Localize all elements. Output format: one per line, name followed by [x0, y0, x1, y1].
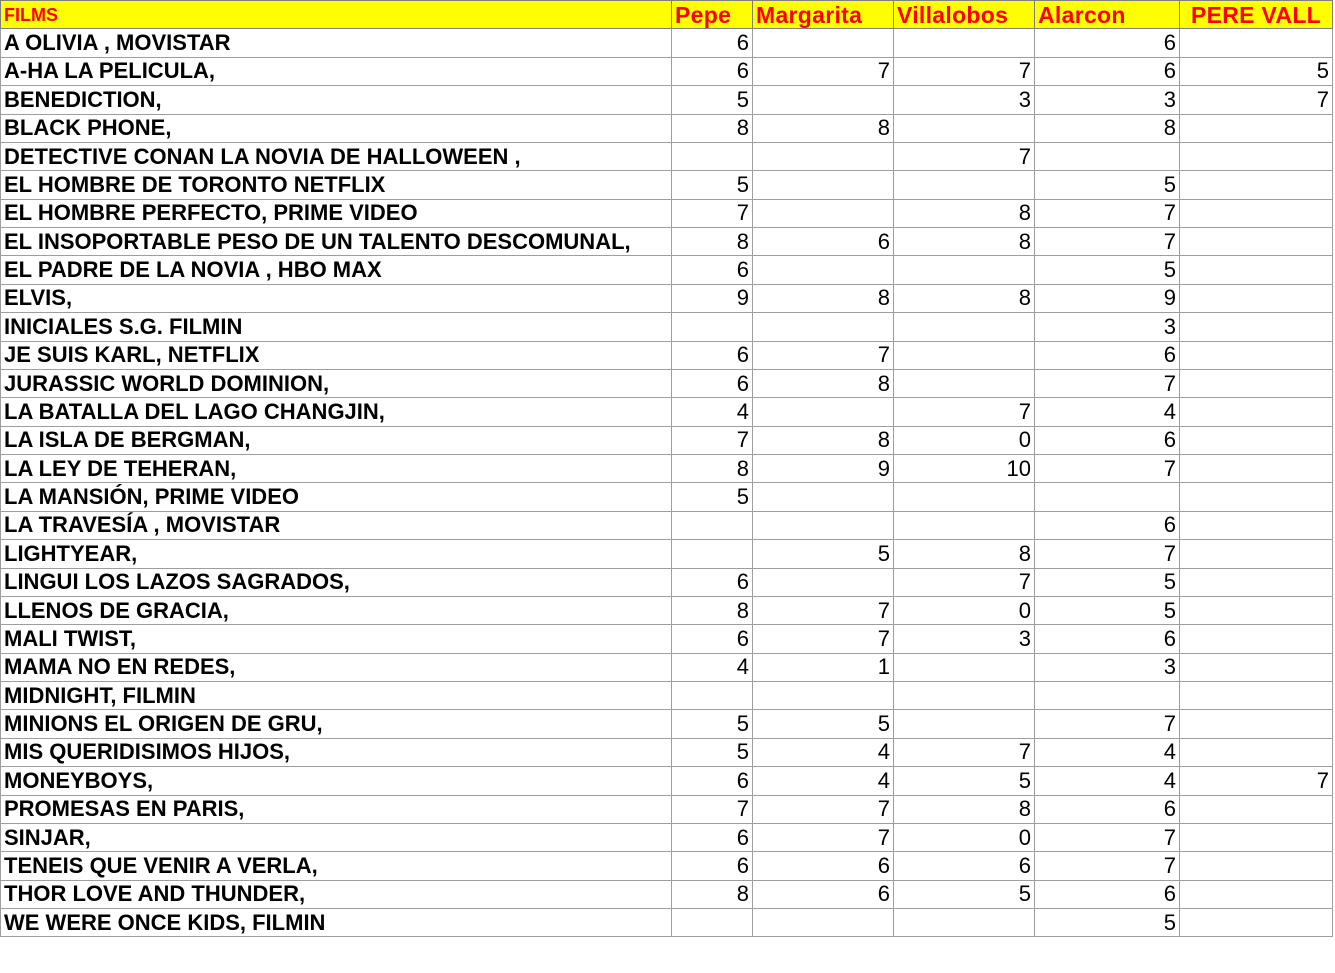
score-cell-alarcon[interactable]: 3	[1035, 86, 1180, 114]
film-title-cell[interactable]: TENEIS QUE VENIR A VERLA,	[1, 852, 672, 880]
film-title-cell[interactable]: BENEDICTION,	[1, 86, 672, 114]
score-cell-alarcon[interactable]: 7	[1035, 823, 1180, 851]
score-cell-alarcon[interactable]: 4	[1035, 738, 1180, 766]
score-cell-alarcon[interactable]: 6	[1035, 426, 1180, 454]
score-cell-pepe[interactable]	[672, 540, 753, 568]
score-cell-pepe[interactable]: 6	[672, 823, 753, 851]
score-cell-villalobos[interactable]	[894, 483, 1035, 511]
score-cell-villalobos[interactable]	[894, 511, 1035, 539]
score-cell-pepe[interactable]: 8	[672, 596, 753, 624]
score-cell-pere-vall[interactable]	[1180, 29, 1333, 57]
score-cell-alarcon[interactable]: 6	[1035, 511, 1180, 539]
film-title-cell[interactable]: MONEYBOYS,	[1, 767, 672, 795]
score-cell-pepe[interactable]: 5	[672, 483, 753, 511]
score-cell-pepe[interactable]: 5	[672, 86, 753, 114]
score-cell-villalobos[interactable]: 8	[894, 795, 1035, 823]
score-cell-pere-vall[interactable]	[1180, 284, 1333, 312]
score-cell-margarita[interactable]	[753, 86, 894, 114]
score-cell-margarita[interactable]: 8	[753, 369, 894, 397]
film-title-cell[interactable]: LA LEY DE TEHERAN,	[1, 455, 672, 483]
score-cell-villalobos[interactable]: 10	[894, 455, 1035, 483]
film-title-cell[interactable]: MALI TWIST,	[1, 625, 672, 653]
film-title-cell[interactable]: LA TRAVESÍA , MOVISTAR	[1, 511, 672, 539]
score-cell-villalobos[interactable]	[894, 256, 1035, 284]
score-cell-pere-vall[interactable]	[1180, 228, 1333, 256]
score-cell-pere-vall[interactable]	[1180, 909, 1333, 937]
score-cell-villalobos[interactable]: 8	[894, 199, 1035, 227]
header-pepe[interactable]: Pepe	[672, 1, 753, 29]
score-cell-pere-vall[interactable]	[1180, 256, 1333, 284]
score-cell-alarcon[interactable]: 7	[1035, 369, 1180, 397]
score-cell-pere-vall[interactable]	[1180, 341, 1333, 369]
score-cell-margarita[interactable]: 6	[753, 880, 894, 908]
score-cell-alarcon[interactable]: 6	[1035, 57, 1180, 85]
score-cell-margarita[interactable]	[753, 256, 894, 284]
table-row	[1, 710, 1333, 738]
film-title-cell[interactable]: EL HOMBRE PERFECTO, PRIME VIDEO	[1, 199, 672, 227]
film-title-cell[interactable]: LA MANSIÓN, PRIME VIDEO	[1, 483, 672, 511]
score-cell-margarita[interactable]: 7	[753, 823, 894, 851]
score-cell-alarcon[interactable]: 6	[1035, 795, 1180, 823]
score-cell-margarita[interactable]: 4	[753, 767, 894, 795]
table-row	[1, 228, 1333, 256]
score-cell-pere-vall[interactable]	[1180, 171, 1333, 199]
film-title-cell[interactable]: INICIALES S.G. FILMIN	[1, 313, 672, 341]
score-cell-margarita[interactable]: 7	[753, 341, 894, 369]
score-cell-pepe[interactable]: 6	[672, 57, 753, 85]
score-cell-pere-vall[interactable]	[1180, 540, 1333, 568]
score-cell-pere-vall[interactable]	[1180, 142, 1333, 170]
score-cell-margarita[interactable]	[753, 29, 894, 57]
score-cell-pere-vall[interactable]: 7	[1180, 86, 1333, 114]
score-cell-pere-vall[interactable]	[1180, 369, 1333, 397]
score-cell-villalobos[interactable]	[894, 909, 1035, 937]
score-cell-villalobos[interactable]: 8	[894, 540, 1035, 568]
score-cell-pere-vall[interactable]: 7	[1180, 767, 1333, 795]
table-row	[1, 29, 1333, 57]
table-row	[1, 795, 1333, 823]
score-cell-villalobos[interactable]	[894, 653, 1035, 681]
score-cell-margarita[interactable]: 8	[753, 284, 894, 312]
score-cell-alarcon[interactable]: 6	[1035, 29, 1180, 57]
score-cell-alarcon[interactable]: 9	[1035, 284, 1180, 312]
score-cell-villalobos[interactable]	[894, 171, 1035, 199]
table-row	[1, 596, 1333, 624]
score-cell-pere-vall[interactable]	[1180, 710, 1333, 738]
score-cell-pepe[interactable]: 4	[672, 398, 753, 426]
score-cell-margarita[interactable]: 7	[753, 57, 894, 85]
table-row	[1, 738, 1333, 766]
score-cell-margarita[interactable]: 9	[753, 455, 894, 483]
film-title-cell[interactable]: EL INSOPORTABLE PESO DE UN TALENTO DESCOMUNAL,	[1, 228, 672, 256]
score-cell-pepe[interactable]: 5	[672, 710, 753, 738]
table-row	[1, 284, 1333, 312]
score-cell-pepe[interactable]: 8	[672, 880, 753, 908]
score-cell-pere-vall[interactable]	[1180, 880, 1333, 908]
film-title-cell[interactable]: PROMESAS EN PARIS,	[1, 795, 672, 823]
score-cell-alarcon[interactable]: 5	[1035, 171, 1180, 199]
score-cell-pere-vall[interactable]	[1180, 483, 1333, 511]
score-cell-pepe[interactable]: 8	[672, 455, 753, 483]
film-title-cell[interactable]: LIGHTYEAR,	[1, 540, 672, 568]
score-cell-villalobos[interactable]	[894, 29, 1035, 57]
score-cell-margarita[interactable]: 5	[753, 710, 894, 738]
score-cell-alarcon[interactable]: 7	[1035, 455, 1180, 483]
film-title-cell[interactable]: MIDNIGHT, FILMIN	[1, 682, 672, 710]
score-cell-pepe[interactable]: 6	[672, 369, 753, 397]
header-alarcon[interactable]: Alarcon	[1035, 1, 1180, 29]
table-row	[1, 909, 1333, 937]
score-cell-margarita[interactable]	[753, 398, 894, 426]
film-title-cell[interactable]: EL HOMBRE DE TORONTO NETFLIX	[1, 171, 672, 199]
score-cell-pere-vall[interactable]	[1180, 199, 1333, 227]
score-cell-alarcon[interactable]: 7	[1035, 228, 1180, 256]
score-cell-villalobos[interactable]	[894, 710, 1035, 738]
score-cell-alarcon[interactable]: 7	[1035, 199, 1180, 227]
score-cell-alarcon[interactable]	[1035, 682, 1180, 710]
score-cell-pepe[interactable]: 7	[672, 795, 753, 823]
score-cell-pere-vall[interactable]	[1180, 398, 1333, 426]
score-cell-villalobos[interactable]: 7	[894, 142, 1035, 170]
score-cell-pepe[interactable]: 7	[672, 199, 753, 227]
score-cell-margarita[interactable]: 6	[753, 228, 894, 256]
table-row	[1, 114, 1333, 142]
header-pere-vall[interactable]: PERE VALL	[1180, 1, 1333, 29]
film-title-cell[interactable]: MAMA NO EN REDES,	[1, 653, 672, 681]
score-cell-villalobos[interactable]: 8	[894, 228, 1035, 256]
film-title-cell[interactable]: WE WERE ONCE KIDS, FILMIN	[1, 909, 672, 937]
score-cell-villalobos[interactable]: 5	[894, 767, 1035, 795]
score-cell-alarcon[interactable]: 3	[1035, 653, 1180, 681]
table-row	[1, 171, 1333, 199]
score-cell-alarcon[interactable]: 7	[1035, 540, 1180, 568]
film-title-cell[interactable]: LA ISLA DE BERGMAN,	[1, 426, 672, 454]
table-row	[1, 369, 1333, 397]
score-cell-margarita[interactable]: 7	[753, 795, 894, 823]
score-cell-margarita[interactable]	[753, 568, 894, 596]
film-title-cell[interactable]: EL PADRE DE LA NOVIA , HBO MAX	[1, 256, 672, 284]
score-cell-pepe[interactable]: 6	[672, 625, 753, 653]
score-cell-margarita[interactable]: 7	[753, 625, 894, 653]
score-cell-pere-vall[interactable]	[1180, 511, 1333, 539]
score-cell-margarita[interactable]	[753, 142, 894, 170]
table-row	[1, 653, 1333, 681]
film-title-cell[interactable]: BLACK PHONE,	[1, 114, 672, 142]
score-cell-villalobos[interactable]: 7	[894, 738, 1035, 766]
score-cell-margarita[interactable]: 6	[753, 852, 894, 880]
score-cell-pepe[interactable]: 6	[672, 29, 753, 57]
film-title-cell[interactable]: DETECTIVE CONAN LA NOVIA DE HALLOWEEN ,	[1, 142, 672, 170]
score-cell-pepe[interactable]	[672, 313, 753, 341]
score-cell-alarcon[interactable]	[1035, 142, 1180, 170]
score-cell-pepe[interactable]: 4	[672, 653, 753, 681]
score-cell-alarcon[interactable]: 5	[1035, 256, 1180, 284]
score-cell-villalobos[interactable]: 3	[894, 86, 1035, 114]
table-row	[1, 625, 1333, 653]
score-cell-margarita[interactable]: 1	[753, 653, 894, 681]
table-row	[1, 852, 1333, 880]
table-row	[1, 86, 1333, 114]
score-cell-margarita[interactable]	[753, 313, 894, 341]
table-row	[1, 823, 1333, 851]
score-cell-pepe[interactable]	[672, 142, 753, 170]
film-title-cell[interactable]: LLENOS DE GRACIA,	[1, 596, 672, 624]
score-cell-alarcon[interactable]: 5	[1035, 596, 1180, 624]
score-cell-pere-vall[interactable]	[1180, 114, 1333, 142]
score-cell-villalobos[interactable]	[894, 313, 1035, 341]
film-title-cell[interactable]: JE SUIS KARL, NETFLIX	[1, 341, 672, 369]
score-cell-alarcon[interactable]: 6	[1035, 625, 1180, 653]
score-cell-alarcon[interactable]: 4	[1035, 767, 1180, 795]
score-cell-margarita[interactable]: 8	[753, 426, 894, 454]
score-cell-pepe[interactable]: 6	[672, 568, 753, 596]
table-row	[1, 483, 1333, 511]
score-cell-alarcon[interactable]: 5	[1035, 568, 1180, 596]
score-cell-villalobos[interactable]	[894, 341, 1035, 369]
score-cell-villalobos[interactable]: 0	[894, 426, 1035, 454]
score-cell-pepe[interactable]: 6	[672, 767, 753, 795]
score-cell-pepe[interactable]	[672, 511, 753, 539]
header-villalobos[interactable]: Villalobos	[894, 1, 1035, 29]
score-cell-villalobos[interactable]: 8	[894, 284, 1035, 312]
score-cell-villalobos[interactable]: 0	[894, 823, 1035, 851]
score-cell-pepe[interactable]: 9	[672, 284, 753, 312]
score-cell-pepe[interactable]: 6	[672, 852, 753, 880]
score-cell-pepe[interactable]: 7	[672, 426, 753, 454]
score-cell-villalobos[interactable]: 7	[894, 398, 1035, 426]
table-row	[1, 256, 1333, 284]
score-cell-villalobos[interactable]: 0	[894, 596, 1035, 624]
table-row	[1, 313, 1333, 341]
film-title-cell[interactable]: THOR LOVE AND THUNDER,	[1, 880, 672, 908]
score-cell-pepe[interactable]	[672, 682, 753, 710]
score-cell-pere-vall[interactable]	[1180, 795, 1333, 823]
table-row	[1, 142, 1333, 170]
film-rows	[1, 29, 1333, 937]
header-margarita[interactable]: Margarita	[753, 1, 894, 29]
score-cell-margarita[interactable]	[753, 171, 894, 199]
score-cell-margarita[interactable]: 5	[753, 540, 894, 568]
score-cell-villalobos[interactable]: 7	[894, 568, 1035, 596]
score-cell-margarita[interactable]: 7	[753, 596, 894, 624]
header-row	[1, 1, 1333, 29]
score-cell-margarita[interactable]: 8	[753, 114, 894, 142]
score-cell-alarcon[interactable]: 7	[1035, 710, 1180, 738]
table-row	[1, 568, 1333, 596]
film-title-cell[interactable]: MINIONS EL ORIGEN DE GRU,	[1, 710, 672, 738]
score-cell-margarita[interactable]	[753, 511, 894, 539]
score-cell-alarcon[interactable]: 4	[1035, 398, 1180, 426]
score-cell-villalobos[interactable]	[894, 114, 1035, 142]
score-cell-margarita[interactable]	[753, 909, 894, 937]
score-cell-villalobos[interactable]: 7	[894, 57, 1035, 85]
score-cell-pere-vall[interactable]	[1180, 568, 1333, 596]
score-cell-alarcon[interactable]	[1035, 483, 1180, 511]
table-row	[1, 540, 1333, 568]
score-cell-margarita[interactable]	[753, 199, 894, 227]
film-title-cell[interactable]: JURASSIC WORLD DOMINION,	[1, 369, 672, 397]
score-cell-alarcon[interactable]: 6	[1035, 341, 1180, 369]
table-row	[1, 57, 1333, 85]
score-cell-pepe[interactable]: 6	[672, 256, 753, 284]
score-cell-pere-vall[interactable]	[1180, 596, 1333, 624]
score-cell-pere-vall[interactable]	[1180, 823, 1333, 851]
score-cell-villalobos[interactable]	[894, 369, 1035, 397]
table-row	[1, 199, 1333, 227]
score-cell-villalobos[interactable]: 6	[894, 852, 1035, 880]
film-title-cell[interactable]: LINGUI LOS LAZOS SAGRADOS,	[1, 568, 672, 596]
score-cell-pere-vall[interactable]	[1180, 625, 1333, 653]
score-cell-margarita[interactable]	[753, 682, 894, 710]
score-cell-alarcon[interactable]: 3	[1035, 313, 1180, 341]
score-cell-villalobos[interactable]	[894, 682, 1035, 710]
score-cell-pere-vall[interactable]	[1180, 455, 1333, 483]
film-title-cell[interactable]: MIS QUERIDISIMOS HIJOS,	[1, 738, 672, 766]
score-cell-pere-vall[interactable]: 5	[1180, 57, 1333, 85]
score-cell-alarcon[interactable]: 7	[1035, 852, 1180, 880]
film-title-cell[interactable]: A-HA LA PELICULA,	[1, 57, 672, 85]
score-cell-pepe[interactable]: 5	[672, 171, 753, 199]
score-cell-pepe[interactable]: 8	[672, 228, 753, 256]
score-cell-pepe[interactable]: 8	[672, 114, 753, 142]
header-films[interactable]: FILMS	[1, 1, 672, 29]
table-row	[1, 455, 1333, 483]
table-row	[1, 767, 1333, 795]
table-row	[1, 341, 1333, 369]
score-cell-alarcon[interactable]: 5	[1035, 909, 1180, 937]
score-cell-alarcon[interactable]: 6	[1035, 880, 1180, 908]
score-cell-pere-vall[interactable]	[1180, 653, 1333, 681]
film-title-cell[interactable]: ELVIS,	[1, 284, 672, 312]
table-row	[1, 682, 1333, 710]
score-cell-pepe[interactable]: 5	[672, 738, 753, 766]
score-cell-villalobos[interactable]: 3	[894, 625, 1035, 653]
score-cell-alarcon[interactable]: 8	[1035, 114, 1180, 142]
score-cell-villalobos[interactable]: 5	[894, 880, 1035, 908]
table-row	[1, 880, 1333, 908]
score-cell-pepe[interactable]	[672, 909, 753, 937]
film-title-cell[interactable]: SINJAR,	[1, 823, 672, 851]
score-cell-pere-vall[interactable]	[1180, 426, 1333, 454]
score-cell-pere-vall[interactable]	[1180, 682, 1333, 710]
table-row	[1, 511, 1333, 539]
film-title-cell[interactable]: LA BATALLA DEL LAGO CHANGJIN,	[1, 398, 672, 426]
score-cell-pere-vall[interactable]	[1180, 313, 1333, 341]
score-cell-pere-vall[interactable]	[1180, 852, 1333, 880]
score-cell-margarita[interactable]: 4	[753, 738, 894, 766]
table-row	[1, 426, 1333, 454]
score-cell-margarita[interactable]	[753, 483, 894, 511]
film-title-cell[interactable]: A OLIVIA , MOVISTAR	[1, 29, 672, 57]
score-cell-pepe[interactable]: 6	[672, 341, 753, 369]
table-row	[1, 398, 1333, 426]
score-cell-pere-vall[interactable]	[1180, 738, 1333, 766]
